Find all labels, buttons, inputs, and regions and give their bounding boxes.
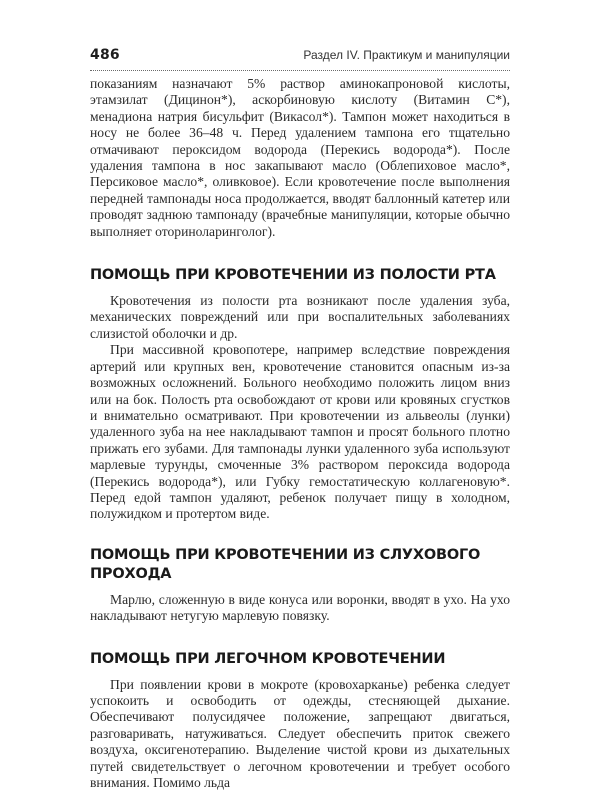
paragraph-lung-1: При появлении крови в мокроте (кровохарканье) ребенка следует успокоить и освободить от одежды, стесняющей дыхание. Обеспечивают полусидячее положение, запрещают двигаться, разговаривать, натуживаться. Следует обеспечить приток свежего воздуха, оксигенотерапию. Выделение чистой крови из дыхательных путей свидетельствует о легочном кровотечении и требует особого внимания. Помимо льда — [90, 676, 510, 790]
section-title: Раздел IV. Практикум и манипуляции — [303, 48, 510, 62]
section-heading-mouth: ПОМОЩЬ ПРИ КРОВОТЕЧЕНИИ ИЗ ПОЛОСТИ РТА — [90, 267, 496, 284]
header-dotted-rule — [90, 70, 510, 71]
section-heading-ear: ПОМОЩЬ ПРИ КРОВОТЕЧЕНИИ ИЗ СЛУХОВОГО ПРОХОДА — [90, 546, 481, 582]
paragraph-mouth-1: Кровотечения из полости рта возникают после удаления зуба, механических повреждений или при воспалительных заболеваниях слизистой оболочки и др. — [90, 293, 510, 341]
page-number: 486 — [90, 47, 120, 63]
section-heading-lung: ПОМОЩЬ ПРИ ЛЕГОЧНОМ КРОВОТЕЧЕНИИ — [90, 650, 446, 667]
paragraph-ear-1: Марлю, сложенную в виде конуса или воронки, вводят в ухо. На ухо накладывают нетугую марлевую повязку. — [90, 591, 510, 624]
intro-paragraph: показаниям назначают 5% раствор аминокапроновой кислоты, этамзилат (Дицинон*), аскорбиновую кислоту (Витамин С*), менадиона натрия бисульфит (Викасол*). Тампон может находиться в носу не более 36–48 ч. Перед удалением тампона его тщательно отмачивают пероксидом водорода (Перекись водорода*). После удаления тампона в нос закапывают масло (Облепиховое масло*, Персиковое масло*, оливковое). Если кровотечение после выполнения передней тампонады носа продолжается, вводят баллонный катетер или проводят заднюю тампонаду (врачебные манипуляции, которые обычно выполняет оториноларинголог). — [90, 76, 510, 239]
running-header — [90, 47, 510, 67]
page-body — [90, 76, 510, 791]
paragraph-mouth-2: При массивной кровопотере, например вследствие повреждения артерий или крупных вен, кровотечение становится опасным из-за возможных осложнений. Больного необходимо положить лицом вниз или на бок. Полость рта освобождают от крови или кровяных сгустков и внимательно осматривают. При кровотечении из альвеолы (лунки) удаленного зуба на нее накладывают тампон и просят больного плотно прижать его зубами. Для тампонады лунки удаленного зуба используют марлевые турунды, смоченные 3% раствором пероксида водорода (Перекись водорода*), или Губку гемостатическую коллагеновую*. Перед едой тампон удаляют, ребенок получает пищу в холодном, полужидком и протертом виде. — [90, 342, 510, 522]
